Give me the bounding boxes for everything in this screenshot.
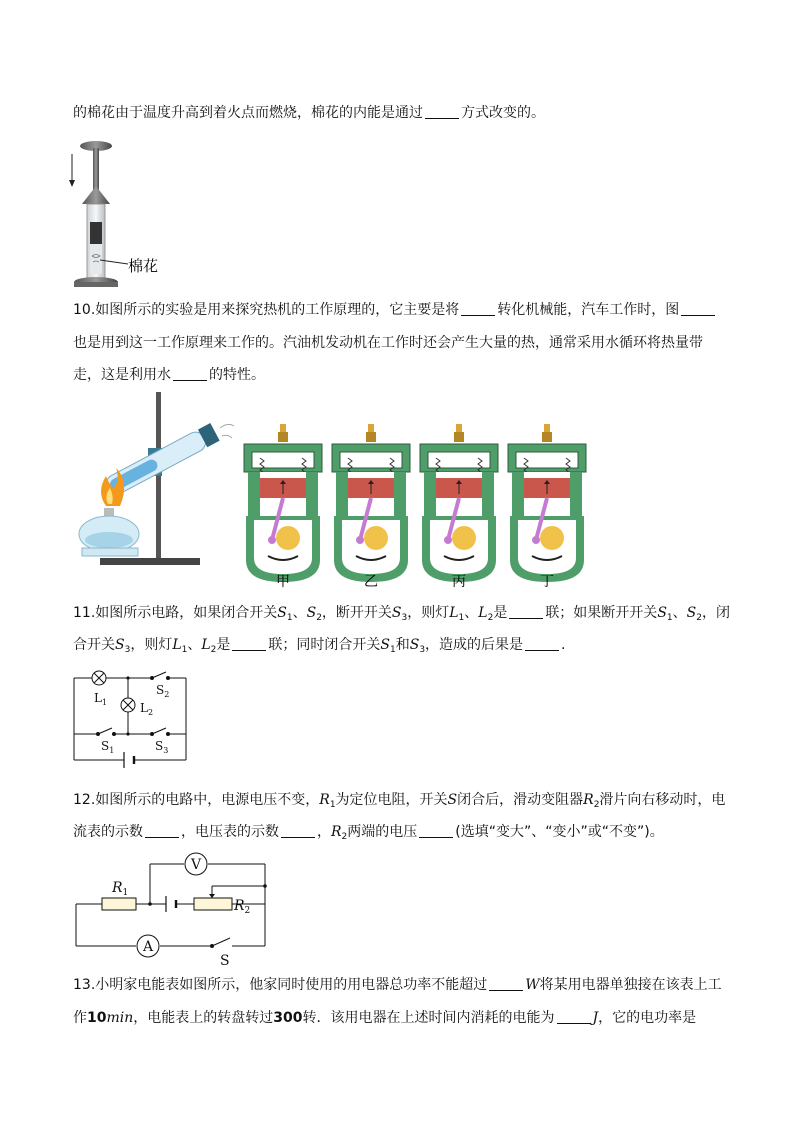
sep: 、 bbox=[464, 605, 479, 621]
q11-blank-1 bbox=[509, 604, 543, 619]
sym-s: S bbox=[409, 637, 420, 653]
q11-line2 bbox=[73, 635, 566, 660]
engine-label-bing: 丙 bbox=[452, 574, 466, 590]
engine-label-jia: 甲 bbox=[276, 574, 290, 590]
q12-l2b: ，电压表的示数 bbox=[181, 824, 279, 840]
unit-min: min bbox=[106, 1010, 134, 1026]
unit-j: J bbox=[592, 1010, 599, 1026]
q12-l1d: 滑片向右移动时，电 bbox=[599, 792, 726, 808]
svg-text:R2 bbox=[233, 898, 250, 916]
label-sub: 2 bbox=[164, 690, 170, 699]
svg-text:L2 bbox=[140, 701, 153, 717]
sym-r: R bbox=[319, 792, 330, 808]
sym-s: S bbox=[380, 637, 390, 653]
sub: 2 bbox=[210, 645, 217, 655]
q12-l2a: 流表的示数 bbox=[73, 824, 143, 840]
q9-text-a: 的棉花由于温度升高到着火点而燃烧，棉花的内能是通过 bbox=[73, 105, 423, 121]
label-sub: 1 bbox=[122, 888, 129, 898]
q13-l2b: ，电能表上的转盘转过 bbox=[133, 1010, 274, 1026]
q13-l2d: ，它的电功率是 bbox=[598, 1010, 697, 1026]
q12-blank-1 bbox=[145, 823, 179, 838]
q11-l2f: ，造成的后果是 bbox=[425, 637, 524, 653]
sep: 、 bbox=[292, 605, 307, 621]
label-s1: S bbox=[101, 739, 110, 753]
engine-label-yi: 乙 bbox=[364, 574, 378, 590]
q10-blank-1 bbox=[461, 301, 495, 316]
q13-line2 bbox=[73, 1008, 696, 1028]
q12-line1 bbox=[73, 790, 725, 815]
q11-l2g: . bbox=[561, 637, 566, 653]
q11-blank-2 bbox=[232, 636, 266, 651]
num-10: 10 bbox=[87, 1010, 107, 1026]
sub: 3 bbox=[401, 613, 408, 623]
q11-t5: 联；如果断开开关 bbox=[545, 605, 658, 621]
sub: 3 bbox=[419, 645, 426, 655]
q13-l2a: 作 bbox=[73, 1010, 87, 1026]
q10-blank-3 bbox=[173, 366, 207, 381]
q12-l2e: (选填“变大”、“变小”或“不变”)。 bbox=[455, 824, 664, 840]
label-l2: L bbox=[140, 701, 148, 715]
ammeter-label: A bbox=[142, 939, 154, 955]
label-sub: 3 bbox=[163, 746, 169, 755]
unit-w: W bbox=[525, 977, 540, 993]
sym-s: S bbox=[306, 605, 317, 621]
sym-s: S bbox=[277, 605, 287, 621]
q13-blank-1 bbox=[489, 976, 523, 991]
q10-line2: 也是用到这一工作原理来工作的。汽油机发动机在工作时还会产生大量的热，通常采用水循环将热量带 bbox=[73, 335, 703, 351]
sym-s: S bbox=[686, 605, 697, 621]
svg-text:R1 bbox=[111, 880, 128, 898]
label-sub: 2 bbox=[244, 906, 251, 916]
sym-r: R bbox=[331, 824, 342, 840]
q9-blank bbox=[425, 104, 459, 119]
engine-label-ding: 丁 bbox=[540, 574, 554, 590]
q11-circuit-figure bbox=[68, 664, 193, 776]
sym-s: S bbox=[391, 605, 402, 621]
sym-l: L bbox=[201, 637, 211, 653]
q12-circuit-figure bbox=[72, 852, 272, 969]
q13-l1a: 13.小明家电能表如图所示，他家同时使用的用电器总功率不能超过 bbox=[73, 977, 488, 993]
q10-line3 bbox=[73, 365, 265, 385]
label-r2: R bbox=[234, 898, 245, 914]
q11-t3: ，则灯 bbox=[407, 605, 450, 621]
sep: 、 bbox=[187, 637, 202, 653]
sub: 1 bbox=[389, 645, 396, 655]
q11-l2d: 联；同时闭合开关 bbox=[268, 637, 381, 653]
sym-l: L bbox=[478, 605, 488, 621]
q13-blank-2 bbox=[557, 1009, 591, 1024]
label-sub: 2 bbox=[147, 708, 154, 717]
q13-l2c: 转．该用电器在上述时间内消耗的电能为 bbox=[302, 1010, 555, 1026]
q9-line1 bbox=[73, 103, 545, 123]
sym-r: R bbox=[583, 792, 594, 808]
q11-t2: ，断开开关 bbox=[321, 605, 392, 621]
sym-s: S bbox=[657, 605, 667, 621]
q12-line2 bbox=[73, 822, 664, 847]
q13-l1c: 将某用电器单独接在该表上工 bbox=[539, 977, 722, 993]
test-tube-experiment-figure bbox=[70, 388, 235, 568]
cotton-label: 棉花 bbox=[128, 257, 159, 275]
label-s2: S bbox=[156, 683, 165, 697]
sub: 3 bbox=[124, 645, 131, 655]
sym-s: S bbox=[447, 792, 458, 808]
q12-l2c: ， bbox=[317, 824, 331, 840]
label-l1: L bbox=[94, 691, 102, 705]
q10-text-c: 走，这是利用水 bbox=[73, 367, 171, 383]
q10-line1 bbox=[73, 300, 717, 320]
q13-line1 bbox=[73, 975, 722, 995]
svg-text:S3 bbox=[155, 739, 168, 755]
q11-line1 bbox=[73, 603, 730, 628]
q9-text-b: 方式改变的。 bbox=[461, 105, 545, 121]
sub: 2 bbox=[341, 832, 348, 842]
q12-l1a: 12.如图所示的电路中，电源电压不变， bbox=[73, 792, 320, 808]
q10-text-d: 的特性。 bbox=[209, 367, 265, 383]
q10-text-a: 10.如图所示的实验是用来探究热机的工作原理的，它主要是将 bbox=[73, 302, 460, 318]
q11-l2e: 和 bbox=[395, 637, 410, 653]
q11-t4: 是 bbox=[493, 605, 508, 621]
sym-s: S bbox=[115, 637, 125, 653]
sym-l: L bbox=[172, 637, 182, 653]
compression-apparatus-figure bbox=[60, 130, 200, 295]
label-switch-s: S bbox=[220, 953, 230, 969]
sym-l: L bbox=[449, 605, 459, 621]
engine-strokes-figure bbox=[236, 422, 588, 597]
voltmeter-label: V bbox=[190, 857, 202, 873]
q11-l2b: ，则灯 bbox=[130, 637, 173, 653]
svg-text:L1 bbox=[94, 691, 107, 707]
label-sub: 1 bbox=[101, 698, 108, 707]
sep: 、 bbox=[672, 605, 687, 621]
sub: 2 bbox=[696, 613, 702, 623]
q11-l2c: 是 bbox=[216, 637, 231, 653]
svg-text:S2 bbox=[156, 683, 169, 699]
sub: 2 bbox=[593, 800, 600, 810]
sub: 1 bbox=[329, 800, 336, 810]
q12-blank-3 bbox=[419, 823, 453, 838]
q11-t1: 11.如图所示电路，如果闭合开关 bbox=[73, 605, 278, 621]
q11-blank-3 bbox=[525, 636, 559, 651]
q12-l2d: 两端的电压 bbox=[347, 824, 418, 840]
sub: 2 bbox=[316, 613, 322, 623]
q12-l1b: 为定位电阻，开关 bbox=[335, 792, 448, 808]
sub: 1 bbox=[286, 613, 293, 623]
q12-l1c: 闭合后，滑动变阻器 bbox=[457, 792, 584, 808]
sub: 1 bbox=[458, 613, 465, 623]
q10-text-b: 转化机械能，汽车工作时，图 bbox=[497, 302, 680, 318]
q12-blank-2 bbox=[281, 823, 315, 838]
q11-l2a: 合开关 bbox=[73, 637, 115, 653]
sub: 2 bbox=[487, 613, 494, 623]
label-r1: R bbox=[112, 880, 123, 896]
sub: 1 bbox=[666, 613, 673, 623]
sub: 1 bbox=[181, 645, 188, 655]
q11-t6: ，闭 bbox=[701, 605, 730, 621]
label-s3: S bbox=[155, 739, 164, 753]
num-300: 300 bbox=[273, 1010, 303, 1026]
svg-text:S1 bbox=[101, 739, 114, 755]
label-sub: 1 bbox=[109, 746, 115, 755]
q10-blank-2 bbox=[681, 301, 715, 316]
